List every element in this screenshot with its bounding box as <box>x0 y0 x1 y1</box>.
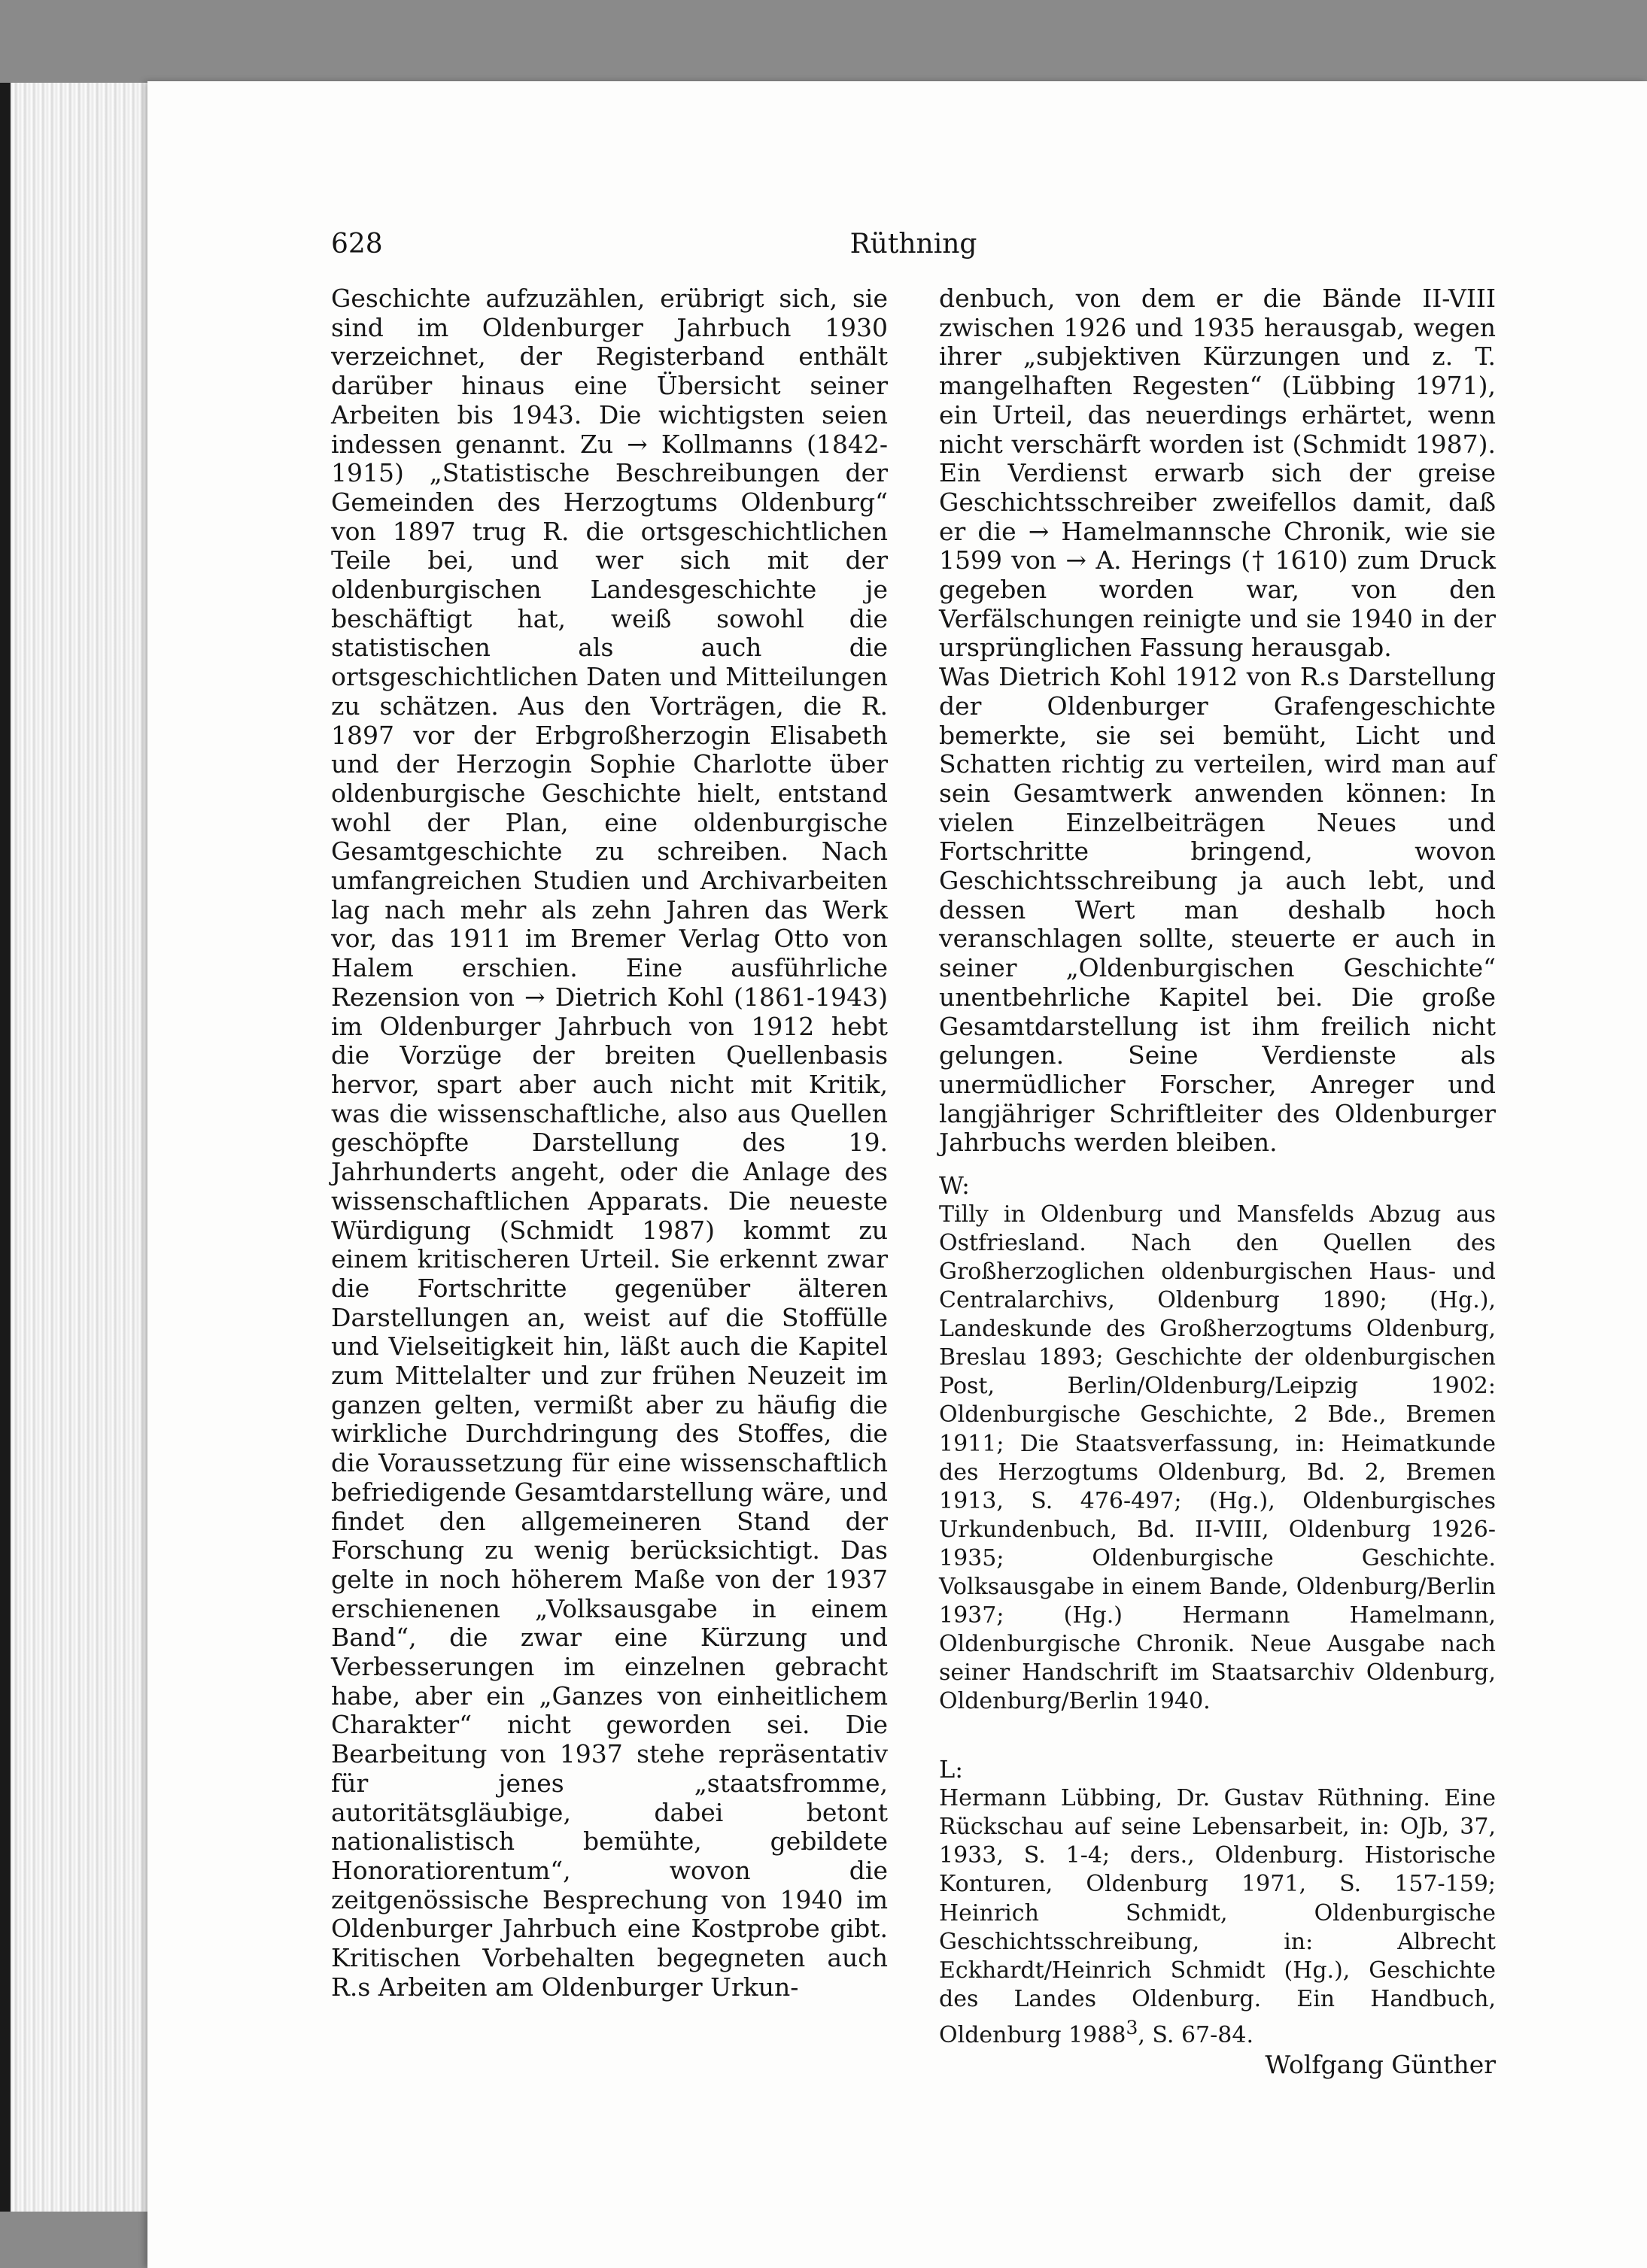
works-list: Tilly in Oldenburg und Mansfelds Abzug aus Ostfriesland. Nach den Quellen des Großherzoglichen oldenburgischen Haus- und Centralarchivs, Oldenburg 1890; (Hg.), Landeskunde des Großherzogtums Oldenburg, Breslau 1893; Geschichte der oldenburgischen Post, Berlin/Oldenburg/Leipzig 1902: Oldenburgische Geschichte, 2 Bde., Bremen 1911; Die Staatsverfassung, in: Heimatkunde des Herzogtums Oldenburg, Bd. 2, Bremen 1913, S. 476-497; (Hg.), Oldenburgisches Urkundenbuch, Bd. II-VIII, Oldenburg 1926-1935; Oldenburgische Geschichte. Volksausgabe in einem Bande, Oldenburg/Berlin 1937; (Hg.) Hermann Hamelmann, Oldenburgische Chronik. Neue Ausgabe nach seiner Handschrift im Staatsarchiv Oldenburg, Oldenburg/Berlin 1940. <box>939 1201 1496 1715</box>
body-paragraph-conclusion: Was Dietrich Kohl 1912 von R.s Darstellung der Oldenburger Grafengeschichte bemerkte, sie sei bemüht, Licht und Schatten richtig zu verteilen, wird man auf sein Gesamtwerk anwenden können: In vielen Einzelbeiträgen Neues und Fortschritte bringend, wovon Geschichtsschreibung ja auch lebt, und dessen Wert man deshalb hoch veranschlagen sollte, steuerte er auch in seiner „Oldenburgischen Geschichte“ unentbehrliche Kapitel bei. Die große Gesamtdarstellung ist ihm freilich nicht gelungen. Seine Verdienste als unermüdlicher Forscher, Anreger und langjähriger Schriftleiter des Oldenburger Jahrbuchs werden bleiben. <box>939 662 1496 1158</box>
right-column <box>939 284 1496 2080</box>
page-number: 628 <box>331 229 383 260</box>
body-paragraph: Geschichte aufzuzählen, erübrigt sich, sie sind im Oldenburger Jahrbuch 1930 verzeichnet, der Registerband enthält darüber hinaus eine Übersicht seiner Arbeiten bis 1943. Die wichtigsten seien indessen genannt. Zu → Kollmanns (1842-1915) „Statistische Beschreibungen der Gemeinden des Herzogtums Oldenburg“ von 1897 trug R. die ortsgeschichtlichen Teile bei, und wer sich mit der oldenburgischen Landesgeschichte je beschäftigt hat, weiß sowohl die statistischen als auch die ortsgeschichtlichen Daten und Mitteilungen zu schätzen. Aus den Vorträgen, die R. 1897 vor der Erbgroßherzogin Elisabeth und der Herzogin Sophie Charlotte über oldenburgische Geschichte hielt, entstand wohl der Plan, eine oldenburgische Gesamtgeschichte zu schreiben. Nach umfangreichen Studien und Archivarbeiten lag nach mehr als zehn Jahren das Werk vor, das 1911 im Bremer Verlag Otto von Halem erschien. Eine ausführliche Rezension von → Dietrich Kohl (1861-1943) im Oldenburger Jahrbuch von 1912 hebt die Vorzüge der breiten Quellenbasis hervor, spart aber auch nicht mit Kritik, was die wissenschaftliche, also aus Quellen geschöpfte Darstellung des 19. Jahrhunderts angeht, oder die Anlage des wissenschaftlichen Apparats. Die neueste Würdigung (Schmidt 1987) kommt zu einem kritischeren Urteil. Sie erkennt zwar die Fortschritte gegenüber älteren Darstellungen an, weist auf die Stoffülle und Vielseitigkeit hin, läßt auch die Kapitel zum Mittelalter und zur frühen Neuzeit im ganzen gelten, vermißt aber zu häufig die wirkliche Durchdringung des Stoffes, die die Voraussetzung für eine wissenschaftlich befriedigende Gesamtdarstellung wäre, und findet den allgemeineren Stand der Forschung zu wenig berücksichtigt. Das gelte in noch höherem Maße von der 1937 erschienenen „Volksausgabe in einem Band“, die zwar eine Kürzung und Verbesserungen im einzelnen gebracht habe, aber ein „Ganzes von einheitlichem Charakter“ nicht geworden sei. Die Bearbeitung von 1937 stehe repräsentativ für jenes „staatsfromme, autoritätsgläubige, dabei betont nationalistisch bemühte, gebildete Honoratiorentum“, wovon die zeitgenössische Besprechung von 1940 im Oldenburger Jahrbuch eine Kostprobe gibt. Kritischen Vorbehalten begegneten auch R.s Arbeiten am Oldenburger Urkun- <box>331 284 888 2002</box>
body-paragraph-continuation: denbuch, von dem er die Bände II-VIII zwischen 1926 und 1935 herausgab, wegen ihrer „subjektiven Kürzungen und z. T. mangelhaften Regesten“ (Lübbing 1971), ein Urteil, das neuerdings erhärtet, wenn nicht verschärft worden ist (Schmidt 1987). Ein Verdienst erwarb sich der greise Geschichtsschreiber zweifellos damit, daß er die → Hamelmannsche Chronik, wie sie 1599 von → A. Herings († 1610) zum Druck gegeben worden war, von den Verfälschungen reinigte und sie 1940 in der ursprünglichen Fassung herausgab. <box>939 284 1496 663</box>
running-title: Rüthning <box>849 229 977 260</box>
book-page-edges <box>0 83 154 2212</box>
works-label: W: <box>939 1171 970 1201</box>
section-gap <box>939 1716 1496 1741</box>
author-signature: Wolfgang Günther <box>1265 2050 1496 2080</box>
book-spine-shadow <box>0 83 11 2212</box>
literature-list <box>939 1784 1496 2050</box>
left-column <box>331 284 888 2002</box>
literature-label: L: <box>939 1755 964 1784</box>
literature-text: Hermann Lübbing, Dr. Gustav Rüthning. Eine Rückschau auf seine Lebensarbeit, in: OJb, 37, 1933, S. 1-4; ders., Oldenburg. Historische Konturen, Oldenburg 1971, S. 157-159; Heinrich Schmidt, Oldenburgische Geschichtsschreibung, in: Albrecht Eckhardt/Heinrich Schmidt (Hg.), Geschichte des Landes Oldenburg. Ein Handbuch, Oldenburg 1988 <box>939 1785 1496 2048</box>
edition-superscript: 3 <box>1126 2016 1138 2039</box>
literature-text-end: , S. 67-84. <box>1138 2021 1253 2048</box>
running-head <box>331 226 1496 263</box>
